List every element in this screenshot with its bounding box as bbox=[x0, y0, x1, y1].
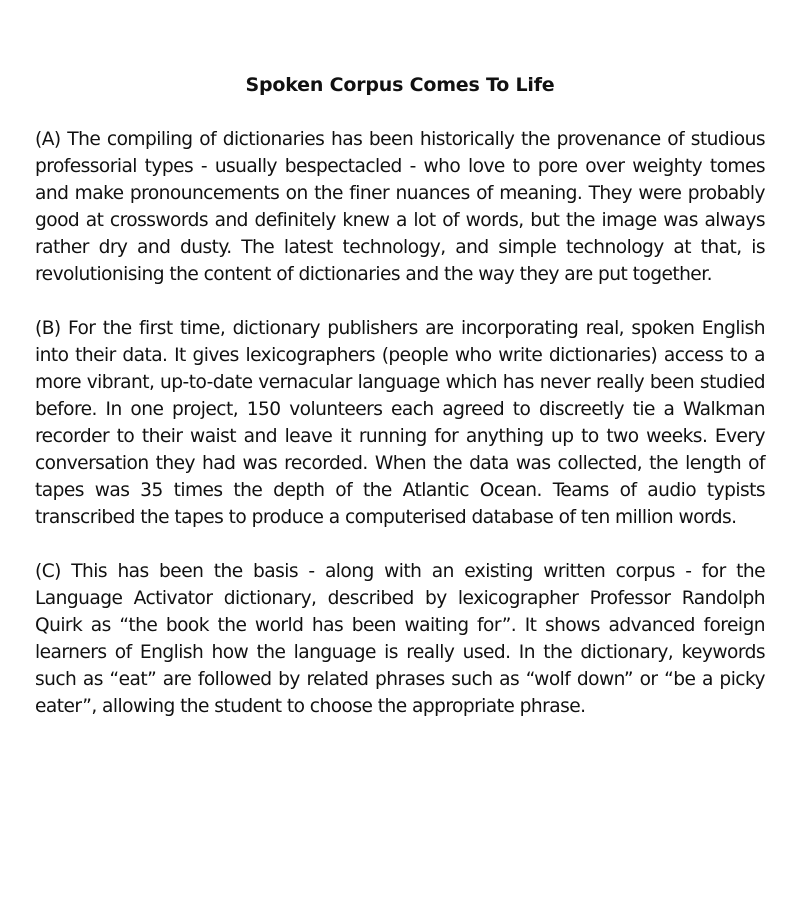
paragraph-b: (B) For the first time, dictionary publishers are incorporating real, spoken English into their data. It gives lexicographers (people who write dictionaries) access to a more vibrant, up-to-date vernacular language which has never really been studied before. In one project, 150 volunteers each agreed to discreetly tie a Walkman recorder to their waist and leave it running for anything up to two weeks. Every conversation they had was recorded. When the data was collected, the length of tapes was 35 times the depth of the Atlantic Ocean. Teams of audio typists transcribed the tapes to produce a computerised database of ten million words. bbox=[35, 318, 765, 528]
paragraph-c: (C) This has been the basis - along with an existing written corpus - for the Language Activator dictionary, described by lexicographer Professor Randolph Quirk as “the book the world has been waiting for”. It shows advanced foreign learners of English how the language is really used. In the dictionary, keywords such as “eat” are followed by related phrases such as “wolf down” or “be a picky eater”, allowing the student to choose the appropriate phrase. bbox=[35, 561, 765, 717]
paragraph-a: (A) The compiling of dictionaries has been historically the provenance of studious professorial types - usually bespectacled - who love to pore over weighty tomes and make pronouncements on the finer nuances of meaning. They were probably good at crosswords and definitely knew a lot of words, but the image was always rather dry and dusty. The latest technology, and simple technology at that, is revolutionising the content of dictionaries and the way they are put together. bbox=[35, 129, 765, 285]
document-title: Spoken Corpus Comes To Life bbox=[245, 74, 555, 96]
document-page bbox=[35, 72, 765, 747]
